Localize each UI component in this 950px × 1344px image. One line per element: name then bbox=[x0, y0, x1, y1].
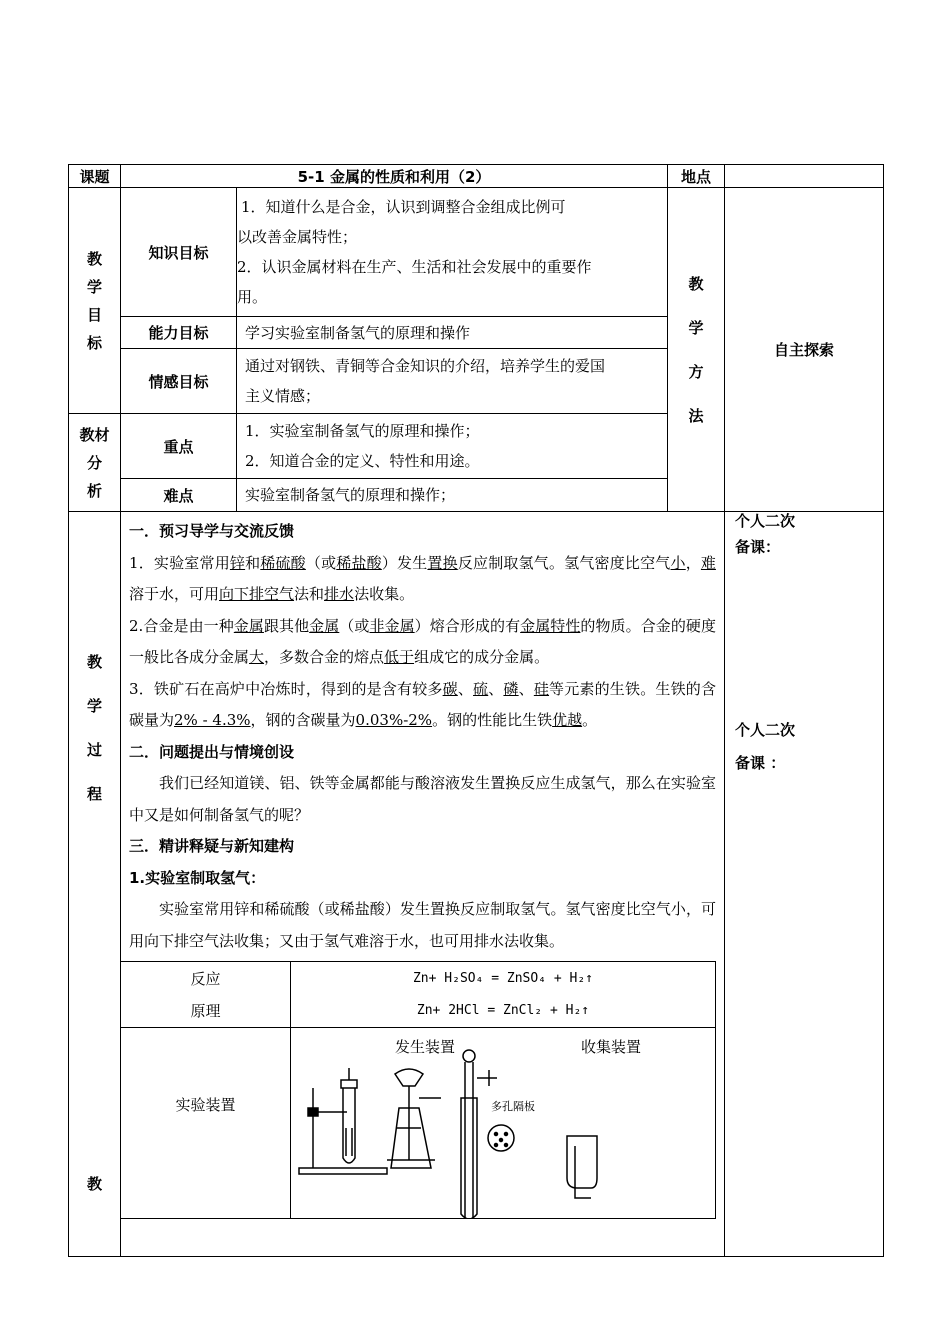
difficult-point-text: 实验室制备氢气的原理和操作； bbox=[237, 479, 668, 512]
section-2-text: 我们已经知道镁、铝、铁等金属都能与酸溶液发生置换反应生成氢气，那么在实验室中又是如何制备氢气的呢？ bbox=[129, 774, 717, 824]
bulb bbox=[463, 1050, 475, 1062]
apparatus-drawing bbox=[291, 1028, 715, 1218]
section-1-item-1: 1．实验室常用锌和稀硫酸（或稀盐酸）发生置换反应制取氢气。氢气密度比空气小，难溶于水，可用向下排空气法和排水法收集。 bbox=[129, 553, 716, 603]
ability-goal-text: 学习实验室制备氢气的原理和操作 bbox=[237, 317, 668, 349]
topic-value: 5-1 金属的性质和利用（2） bbox=[121, 165, 668, 188]
method-label: 教 学 方 法 bbox=[668, 188, 725, 512]
section-2-title: 二．问题提出与情境创设 bbox=[129, 742, 295, 761]
plate-label: 多孔隔板 bbox=[491, 1100, 535, 1113]
lesson-plan-table bbox=[68, 164, 884, 1257]
apparatus-label: 实验装置 bbox=[121, 1028, 291, 1219]
process-label: 教 学 过 程 教 bbox=[69, 512, 121, 1257]
ability-goal-label: 能力目标 bbox=[121, 317, 237, 349]
emotion-goal-label: 情感目标 bbox=[121, 349, 237, 414]
flask bbox=[391, 1108, 431, 1168]
section-1-title: 一．预习导学与交流反馈 bbox=[129, 522, 295, 540]
section-1-item-3: 3．铁矿石在高炉中冶炼时，得到的是含有较多碳、硫、磷、硅等元素的生铁。生铁的含碳量为2% - 4.3%，钢的含碳量为0.03%-2%。钢的性能比生铁优越。 bbox=[129, 679, 716, 729]
knowledge-goal-text: 1．知道什么是合金，认识到调整合金组成比例可 以改善金属特性； 2．认识金属材料在生产、生活和社会发展中的重要作 用。 bbox=[237, 188, 668, 317]
collector-label: 收集装置 bbox=[581, 1038, 642, 1056]
section-3-title: 三．精讲释疑与新知建构 bbox=[129, 837, 295, 855]
funnel bbox=[395, 1069, 423, 1086]
generator-label: 发生装置 bbox=[395, 1038, 456, 1056]
equation-2: Zn+ 2HCl = ZnCl₂ + H₂↑ bbox=[416, 1002, 590, 1018]
stand-base bbox=[299, 1168, 387, 1174]
tube-apparatus bbox=[461, 1098, 477, 1218]
personal-notes-cell bbox=[725, 512, 884, 1257]
equation-1: Zn+ H₂SO₄ = ZnSO₄ + H₂↑ bbox=[412, 970, 593, 986]
experiment-table bbox=[120, 961, 716, 1219]
process-content bbox=[121, 512, 725, 1257]
difficult-point-label: 难点 bbox=[121, 479, 237, 512]
test-tube bbox=[343, 1088, 355, 1163]
goals-group-label: 教 学 目 标 bbox=[69, 188, 121, 414]
location-value bbox=[725, 165, 884, 188]
note-2: 个人二次 备课 ： bbox=[735, 721, 796, 772]
principle-label: 反应 原理 bbox=[121, 962, 291, 1028]
subsection-1-text: 实验室常用锌和稀硫酸（或稀盐酸）发生置换反应制取氢气。氢气密度比空气小，可用向下排空气法收集；又由于氢气难溶于水，也可用排水法收集。 bbox=[129, 900, 717, 950]
key-point-text: 1．实验室制备氢气的原理和操作； 2．知道合金的定义、特性和用途。 bbox=[237, 414, 668, 479]
apparatus-cell bbox=[291, 1028, 716, 1219]
principle-equations bbox=[291, 962, 716, 1028]
header-row bbox=[69, 165, 884, 188]
knowledge-goal-label: 知识目标 bbox=[121, 188, 237, 317]
key-point-label: 重点 bbox=[121, 414, 237, 479]
method-value: 自主探索 bbox=[725, 188, 884, 512]
note-1: 个人二次 备课： bbox=[735, 512, 796, 556]
process-label-bottom: 教 bbox=[86, 1175, 102, 1193]
section-1-item-2: 2.合金是由一种金属跟其他金属（或非金属）熔合形成的有金属特性的物质。合金的硬度一般比各成分金属大，多数合金的熔点低于组成它的成分金属。 bbox=[129, 616, 716, 666]
subsection-1-title: 1.实验室制取氢气： bbox=[129, 868, 266, 887]
emotion-goal-text: 通过对钢铁、青铜等合金知识的介绍，培养学生的爱国 主义情感； bbox=[237, 349, 668, 414]
collecting-bottle bbox=[567, 1136, 597, 1188]
material-group-label: 教材 分 析 bbox=[69, 414, 121, 512]
topic-label: 课题 bbox=[69, 165, 121, 188]
location-label: 地点 bbox=[668, 165, 725, 188]
